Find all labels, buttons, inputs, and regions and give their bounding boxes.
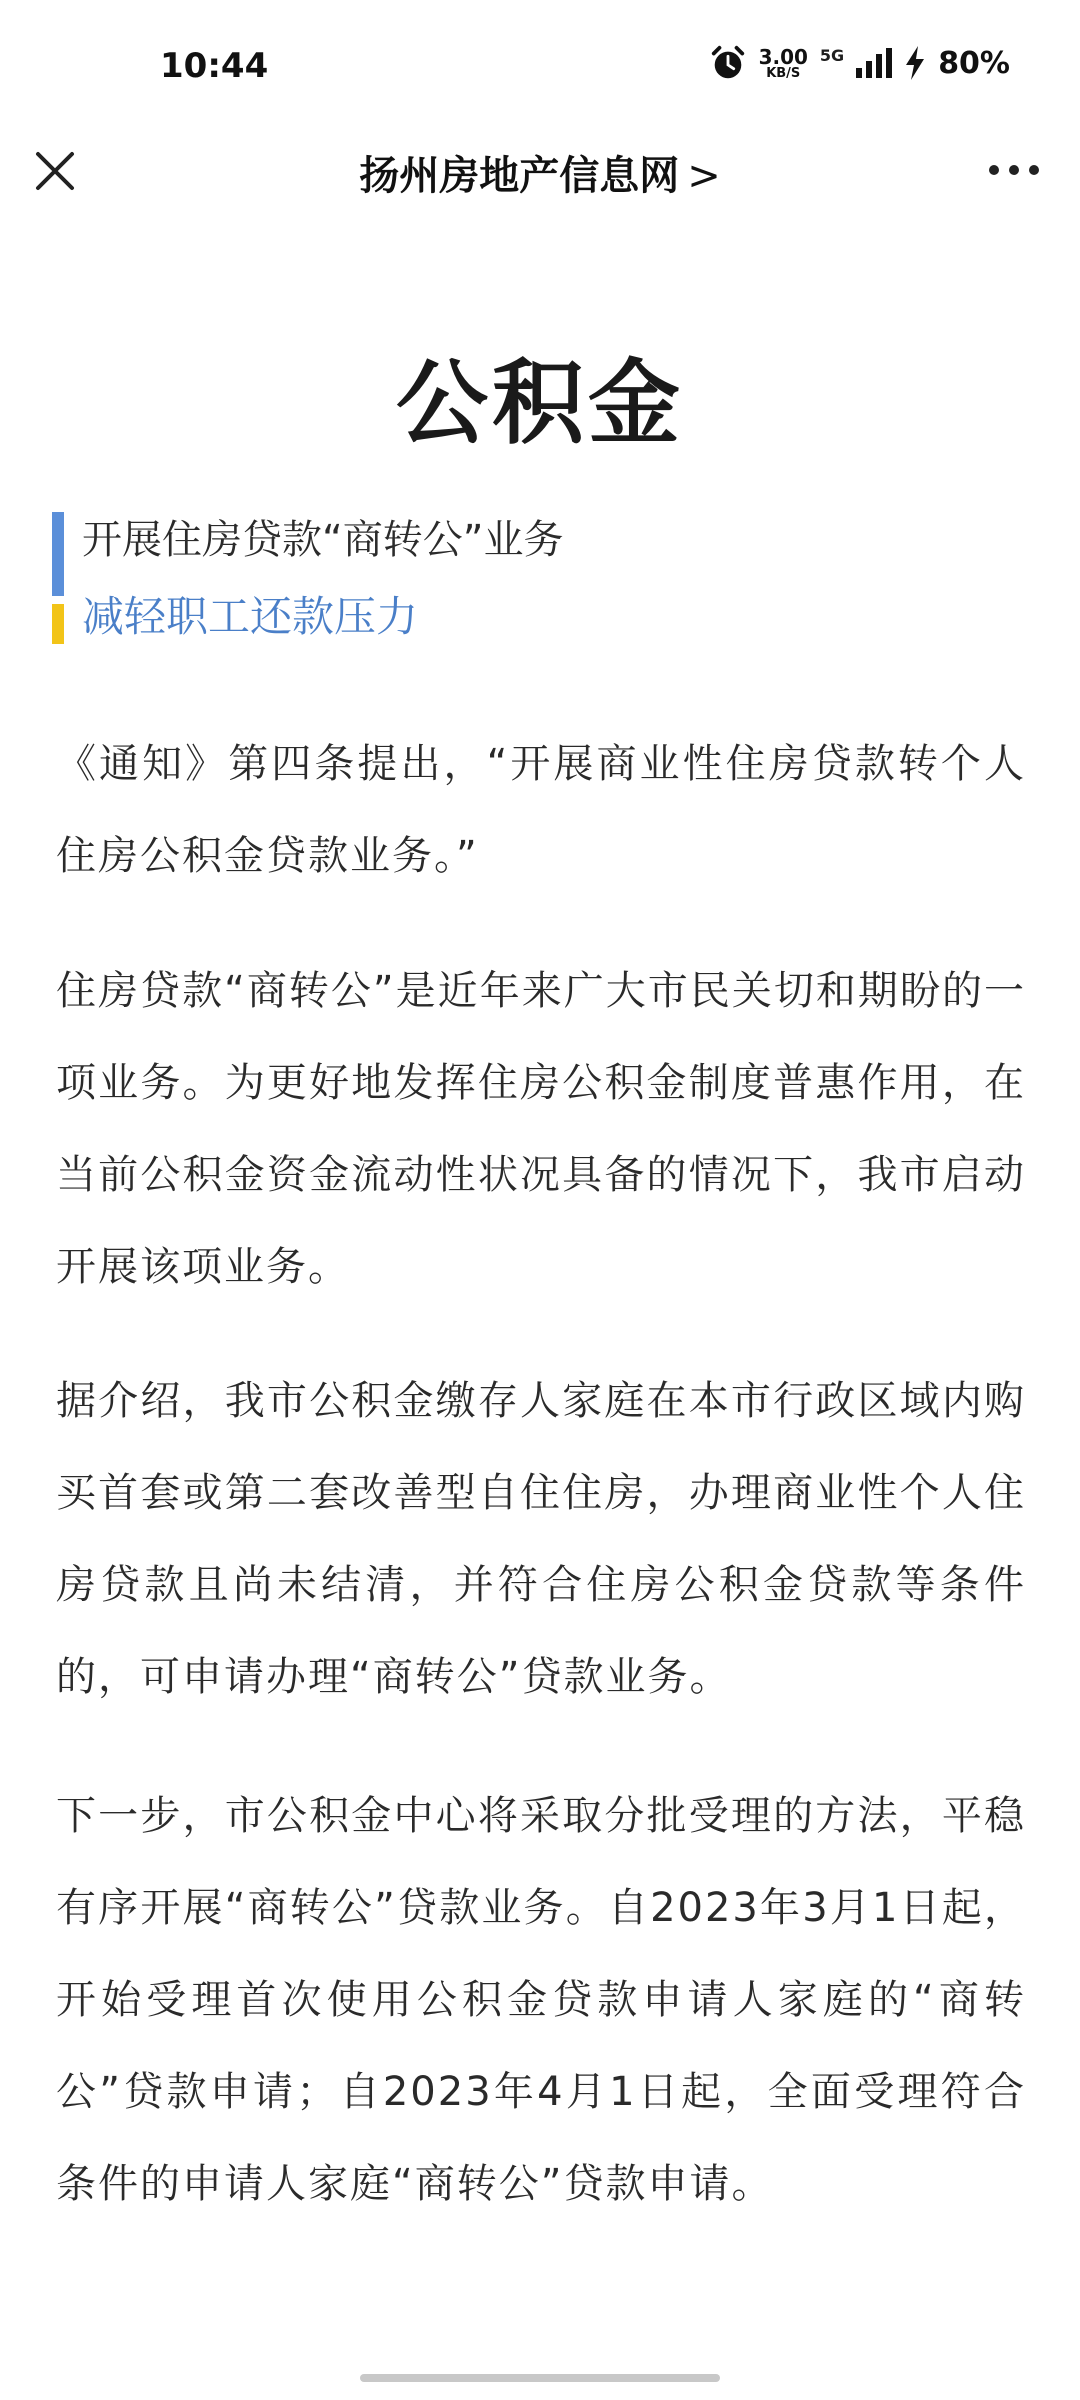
home-indicator[interactable] bbox=[360, 2374, 720, 2382]
chevron-right-icon: > bbox=[687, 153, 721, 199]
nav-bar bbox=[0, 130, 1080, 226]
signal-icon bbox=[856, 48, 892, 78]
paragraph: 《通知》第四条提出，“开展商业性住房贷款转个人住房公积金贷款业务。” bbox=[56, 741, 1026, 879]
article-title: 公积金 bbox=[395, 350, 684, 457]
network-speed-unit: KB/S bbox=[766, 65, 801, 81]
section-subheading: 减轻职工还款压力 bbox=[82, 592, 419, 641]
alarm-icon bbox=[709, 44, 747, 82]
nav-title: 扬州房地产信息网 bbox=[359, 153, 680, 199]
network-speed bbox=[758, 44, 808, 81]
status-bar bbox=[0, 0, 1080, 120]
more-icon[interactable] bbox=[988, 160, 1040, 180]
paragraph: 据介绍，我市公积金缴存人家庭在本市行政区域内购买首套或第二套改善型自住住房，办理商业性个人住房贷款且尚未结清，并符合住房公积金贷款等条件的，可申请办理“商转公”贷款业务。 bbox=[56, 1378, 1026, 1700]
section-header bbox=[52, 508, 1012, 648]
charging-bolt-icon bbox=[904, 46, 926, 80]
network-speed-value: 3.00 bbox=[758, 44, 808, 69]
battery-percent: 80% bbox=[938, 45, 1010, 81]
nav-title-link[interactable] bbox=[0, 144, 1080, 201]
status-icons bbox=[709, 44, 1010, 82]
status-time: 10:44 bbox=[160, 46, 269, 86]
accent-bar-yellow bbox=[52, 604, 64, 644]
network-type: 5G bbox=[819, 46, 845, 65]
paragraph: 下一步，市公积金中心将采取分批受理的方法，平稳有序开展“商转公”贷款业务。自2023年3月1日起，开始受理首次使用公积金贷款申请人家庭的“商转公”贷款申请；自2023年4月1日起，全面受理符合条件的申请人家庭“商转公”贷款申请。 bbox=[56, 1793, 1026, 2207]
accent-bar-blue bbox=[52, 512, 64, 596]
paragraph: 住房贷款“商转公”是近年来广大市民关切和期盼的一项业务。为更好地发挥住房公积金制度普惠作用，在当前公积金资金流动性状况具备的情况下，我市启动开展该项业务。 bbox=[56, 968, 1026, 1290]
section-heading: 开展住房贷款“商转公”业务 bbox=[82, 517, 564, 563]
